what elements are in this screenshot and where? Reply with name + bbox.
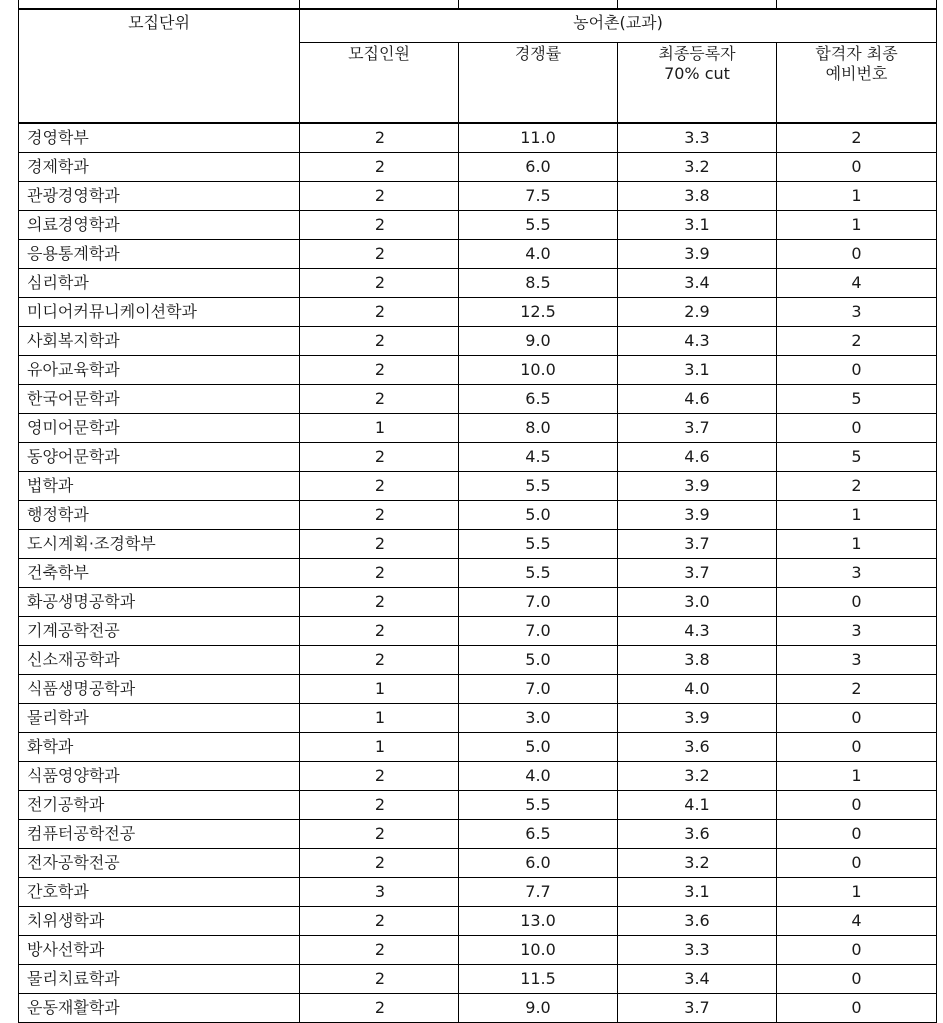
waitlist-cell: 1 bbox=[777, 762, 937, 791]
waitlist-cell: 3 bbox=[777, 646, 937, 675]
unit-name-cell: 유아교육학과 bbox=[19, 356, 300, 385]
rate-cell: 8.5 bbox=[459, 269, 618, 298]
cut-cell: 4.0 bbox=[618, 675, 777, 704]
unit-name-cell: 경제학과 bbox=[19, 153, 300, 182]
table-row bbox=[19, 994, 937, 1023]
table-row bbox=[19, 385, 937, 414]
rate-cell: 4.0 bbox=[459, 240, 618, 269]
unit-name-cell: 물리치료학과 bbox=[19, 965, 300, 994]
waitlist-cell: 1 bbox=[777, 182, 937, 211]
table-row bbox=[19, 762, 937, 791]
quota-cell: 2 bbox=[300, 907, 459, 936]
unit-name-cell: 심리학과 bbox=[19, 269, 300, 298]
waitlist-cell: 0 bbox=[777, 733, 937, 762]
cut-header-line1: 최종등록자 bbox=[658, 44, 736, 63]
table-row bbox=[19, 356, 937, 385]
cut-cell: 2.9 bbox=[618, 298, 777, 327]
waitlist-cell: 0 bbox=[777, 936, 937, 965]
cut-cell: 3.2 bbox=[618, 153, 777, 182]
unit-name-cell: 신소재공학과 bbox=[19, 646, 300, 675]
quota-cell: 2 bbox=[300, 762, 459, 791]
quota-cell: 2 bbox=[300, 269, 459, 298]
table-row bbox=[19, 501, 937, 530]
unit-name-cell: 식품영양학과 bbox=[19, 762, 300, 791]
quota-cell: 1 bbox=[300, 733, 459, 762]
table-row bbox=[19, 936, 937, 965]
cut-off-cell bbox=[777, 0, 937, 9]
quota-cell: 2 bbox=[300, 965, 459, 994]
quota-cell: 2 bbox=[300, 646, 459, 675]
cut-cell: 3.2 bbox=[618, 849, 777, 878]
unit-name-cell: 치위생학과 bbox=[19, 907, 300, 936]
unit-name-cell: 의료경영학과 bbox=[19, 211, 300, 240]
rate-cell: 5.5 bbox=[459, 791, 618, 820]
table-row bbox=[19, 298, 937, 327]
table-row bbox=[19, 530, 937, 559]
rate-cell: 10.0 bbox=[459, 356, 618, 385]
cut-cell: 3.8 bbox=[618, 182, 777, 211]
unit-name-cell: 관광경영학과 bbox=[19, 182, 300, 211]
waitlist-cell: 5 bbox=[777, 443, 937, 472]
unit-column-header: 모집단위 bbox=[19, 9, 300, 123]
table-row bbox=[19, 704, 937, 733]
rate-cell: 12.5 bbox=[459, 298, 618, 327]
rate-cell: 4.5 bbox=[459, 443, 618, 472]
waitlist-cell: 2 bbox=[777, 675, 937, 704]
waitlist-cell: 4 bbox=[777, 269, 937, 298]
cut-cell: 3.1 bbox=[618, 211, 777, 240]
rate-cell: 7.0 bbox=[459, 588, 618, 617]
unit-name-cell: 간호학과 bbox=[19, 878, 300, 907]
table-row bbox=[19, 617, 937, 646]
unit-name-cell: 전자공학전공 bbox=[19, 849, 300, 878]
table-row bbox=[19, 269, 937, 298]
table-row bbox=[19, 878, 937, 907]
quota-cell: 1 bbox=[300, 704, 459, 733]
waitlist-cell: 2 bbox=[777, 123, 937, 153]
table-row bbox=[19, 153, 937, 182]
rate-cell: 5.0 bbox=[459, 733, 618, 762]
waitlist-cell: 3 bbox=[777, 559, 937, 588]
unit-name-cell: 응용통계학과 bbox=[19, 240, 300, 269]
waitlist-cell: 2 bbox=[777, 327, 937, 356]
rate-cell: 5.5 bbox=[459, 211, 618, 240]
quota-cell: 2 bbox=[300, 211, 459, 240]
rate-cell: 6.0 bbox=[459, 849, 618, 878]
unit-name-cell: 화공생명공학과 bbox=[19, 588, 300, 617]
cut-off-cell bbox=[618, 0, 777, 9]
quota-cell: 2 bbox=[300, 443, 459, 472]
quota-cell: 2 bbox=[300, 153, 459, 182]
table-row bbox=[19, 849, 937, 878]
waitlist-cell: 0 bbox=[777, 356, 937, 385]
table-row bbox=[19, 443, 937, 472]
cut-cell: 3.2 bbox=[618, 762, 777, 791]
quota-cell: 2 bbox=[300, 530, 459, 559]
table-row bbox=[19, 211, 937, 240]
waitlist-cell: 0 bbox=[777, 153, 937, 182]
waitlist-cell: 0 bbox=[777, 704, 937, 733]
quota-cell: 2 bbox=[300, 298, 459, 327]
quota-cell: 1 bbox=[300, 414, 459, 443]
group-header: 농어촌(교과) bbox=[300, 9, 937, 43]
quota-column-header: 모집인원 bbox=[300, 43, 459, 124]
waitlist-cell: 0 bbox=[777, 588, 937, 617]
table-row bbox=[19, 240, 937, 269]
table-row bbox=[19, 414, 937, 443]
cut-cell: 3.6 bbox=[618, 907, 777, 936]
cut-cell: 3.4 bbox=[618, 269, 777, 298]
rate-cell: 3.0 bbox=[459, 704, 618, 733]
waitlist-cell: 0 bbox=[777, 820, 937, 849]
quota-cell: 2 bbox=[300, 617, 459, 646]
table-row bbox=[19, 965, 937, 994]
unit-name-cell: 도시계획·조경학부 bbox=[19, 530, 300, 559]
waitlist-header-line2: 예비번호 bbox=[825, 64, 888, 83]
waitlist-cell: 0 bbox=[777, 240, 937, 269]
cut-cell: 3.9 bbox=[618, 501, 777, 530]
unit-name-cell: 경영학부 bbox=[19, 123, 300, 153]
quota-cell: 2 bbox=[300, 820, 459, 849]
quota-cell: 2 bbox=[300, 849, 459, 878]
table-row bbox=[19, 588, 937, 617]
quota-cell: 2 bbox=[300, 994, 459, 1023]
unit-name-cell: 미디어커뮤니케이션학과 bbox=[19, 298, 300, 327]
quota-cell: 2 bbox=[300, 182, 459, 211]
waitlist-cell: 0 bbox=[777, 994, 937, 1023]
rate-cell: 8.0 bbox=[459, 414, 618, 443]
quota-cell: 1 bbox=[300, 675, 459, 704]
rate-cell: 10.0 bbox=[459, 936, 618, 965]
cut-cell: 3.6 bbox=[618, 820, 777, 849]
rate-cell: 5.0 bbox=[459, 646, 618, 675]
rate-cell: 5.5 bbox=[459, 472, 618, 501]
waitlist-header-line1: 합격자 최종 bbox=[815, 44, 898, 63]
rate-cell: 4.0 bbox=[459, 762, 618, 791]
unit-name-cell: 건축학부 bbox=[19, 559, 300, 588]
quota-cell: 2 bbox=[300, 123, 459, 153]
table-body bbox=[19, 0, 937, 1023]
cut-off-header-row bbox=[19, 0, 937, 9]
unit-name-cell: 방사선학과 bbox=[19, 936, 300, 965]
cut-cell: 3.3 bbox=[618, 123, 777, 153]
cut-cell: 4.6 bbox=[618, 443, 777, 472]
unit-name-cell: 동양어문학과 bbox=[19, 443, 300, 472]
cut-cell: 3.6 bbox=[618, 733, 777, 762]
cut-cell: 4.6 bbox=[618, 385, 777, 414]
waitlist-cell: 0 bbox=[777, 791, 937, 820]
waitlist-cell: 1 bbox=[777, 501, 937, 530]
table-row bbox=[19, 907, 937, 936]
table-row bbox=[19, 820, 937, 849]
rate-cell: 6.5 bbox=[459, 385, 618, 414]
unit-name-cell: 기계공학전공 bbox=[19, 617, 300, 646]
table-row bbox=[19, 791, 937, 820]
unit-name-cell: 사회복지학과 bbox=[19, 327, 300, 356]
rate-cell: 7.7 bbox=[459, 878, 618, 907]
unit-name-cell: 법학과 bbox=[19, 472, 300, 501]
table-row bbox=[19, 472, 937, 501]
unit-name-cell: 화학과 bbox=[19, 733, 300, 762]
quota-cell: 2 bbox=[300, 385, 459, 414]
rate-cell: 11.5 bbox=[459, 965, 618, 994]
waitlist-cell: 0 bbox=[777, 414, 937, 443]
table-row bbox=[19, 327, 937, 356]
cut-cell: 3.4 bbox=[618, 965, 777, 994]
cut-cell: 3.7 bbox=[618, 559, 777, 588]
rate-cell: 6.0 bbox=[459, 153, 618, 182]
waitlist-cell: 1 bbox=[777, 211, 937, 240]
unit-name-cell: 영미어문학과 bbox=[19, 414, 300, 443]
rate-cell: 11.0 bbox=[459, 123, 618, 153]
cut-column-header bbox=[618, 43, 777, 124]
cut-cell: 3.1 bbox=[618, 356, 777, 385]
unit-name-cell: 식품생명공학과 bbox=[19, 675, 300, 704]
unit-name-cell: 한국어문학과 bbox=[19, 385, 300, 414]
quota-cell: 2 bbox=[300, 472, 459, 501]
cut-cell: 3.9 bbox=[618, 240, 777, 269]
waitlist-cell: 0 bbox=[777, 849, 937, 878]
quota-cell: 2 bbox=[300, 936, 459, 965]
table-row bbox=[19, 559, 937, 588]
unit-name-cell: 컴퓨터공학전공 bbox=[19, 820, 300, 849]
waitlist-cell: 1 bbox=[777, 878, 937, 907]
cut-off-cell bbox=[19, 0, 300, 9]
cut-off-cell bbox=[300, 0, 459, 9]
rate-cell: 7.0 bbox=[459, 617, 618, 646]
table-row bbox=[19, 182, 937, 211]
rate-cell: 5.5 bbox=[459, 559, 618, 588]
cut-header-line2: 70% cut bbox=[664, 64, 730, 83]
cut-cell: 3.9 bbox=[618, 704, 777, 733]
waitlist-cell: 3 bbox=[777, 617, 937, 646]
cut-cell: 3.7 bbox=[618, 994, 777, 1023]
table-row bbox=[19, 646, 937, 675]
table-row bbox=[19, 123, 937, 153]
cut-cell: 3.0 bbox=[618, 588, 777, 617]
quota-cell: 2 bbox=[300, 559, 459, 588]
cut-cell: 3.3 bbox=[618, 936, 777, 965]
rate-cell: 7.5 bbox=[459, 182, 618, 211]
waitlist-cell: 3 bbox=[777, 298, 937, 327]
rate-cell: 6.5 bbox=[459, 820, 618, 849]
rate-cell: 9.0 bbox=[459, 327, 618, 356]
waitlist-cell: 4 bbox=[777, 907, 937, 936]
quota-cell: 2 bbox=[300, 588, 459, 617]
cut-cell: 3.9 bbox=[618, 472, 777, 501]
unit-name-cell: 행정학과 bbox=[19, 501, 300, 530]
cut-cell: 3.1 bbox=[618, 878, 777, 907]
cut-cell: 4.1 bbox=[618, 791, 777, 820]
quota-cell: 2 bbox=[300, 327, 459, 356]
waitlist-cell: 0 bbox=[777, 965, 937, 994]
rate-column-header: 경쟁률 bbox=[459, 43, 618, 124]
waitlist-column-header bbox=[777, 43, 937, 124]
cut-cell: 4.3 bbox=[618, 617, 777, 646]
header-row-1 bbox=[19, 9, 937, 43]
quota-cell: 2 bbox=[300, 501, 459, 530]
unit-name-cell: 물리학과 bbox=[19, 704, 300, 733]
quota-cell: 2 bbox=[300, 356, 459, 385]
rate-cell: 7.0 bbox=[459, 675, 618, 704]
rate-cell: 5.0 bbox=[459, 501, 618, 530]
quota-cell: 2 bbox=[300, 791, 459, 820]
admission-results-table bbox=[18, 0, 937, 1023]
rate-cell: 5.5 bbox=[459, 530, 618, 559]
cut-cell: 4.3 bbox=[618, 327, 777, 356]
cut-cell: 3.8 bbox=[618, 646, 777, 675]
waitlist-cell: 1 bbox=[777, 530, 937, 559]
unit-name-cell: 운동재활학과 bbox=[19, 994, 300, 1023]
table-row bbox=[19, 675, 937, 704]
quota-cell: 2 bbox=[300, 240, 459, 269]
waitlist-cell: 2 bbox=[777, 472, 937, 501]
cut-cell: 3.7 bbox=[618, 530, 777, 559]
rate-cell: 9.0 bbox=[459, 994, 618, 1023]
cut-cell: 3.7 bbox=[618, 414, 777, 443]
table-row bbox=[19, 733, 937, 762]
unit-name-cell: 전기공학과 bbox=[19, 791, 300, 820]
quota-cell: 3 bbox=[300, 878, 459, 907]
rate-cell: 13.0 bbox=[459, 907, 618, 936]
cut-off-cell bbox=[459, 0, 618, 9]
waitlist-cell: 5 bbox=[777, 385, 937, 414]
